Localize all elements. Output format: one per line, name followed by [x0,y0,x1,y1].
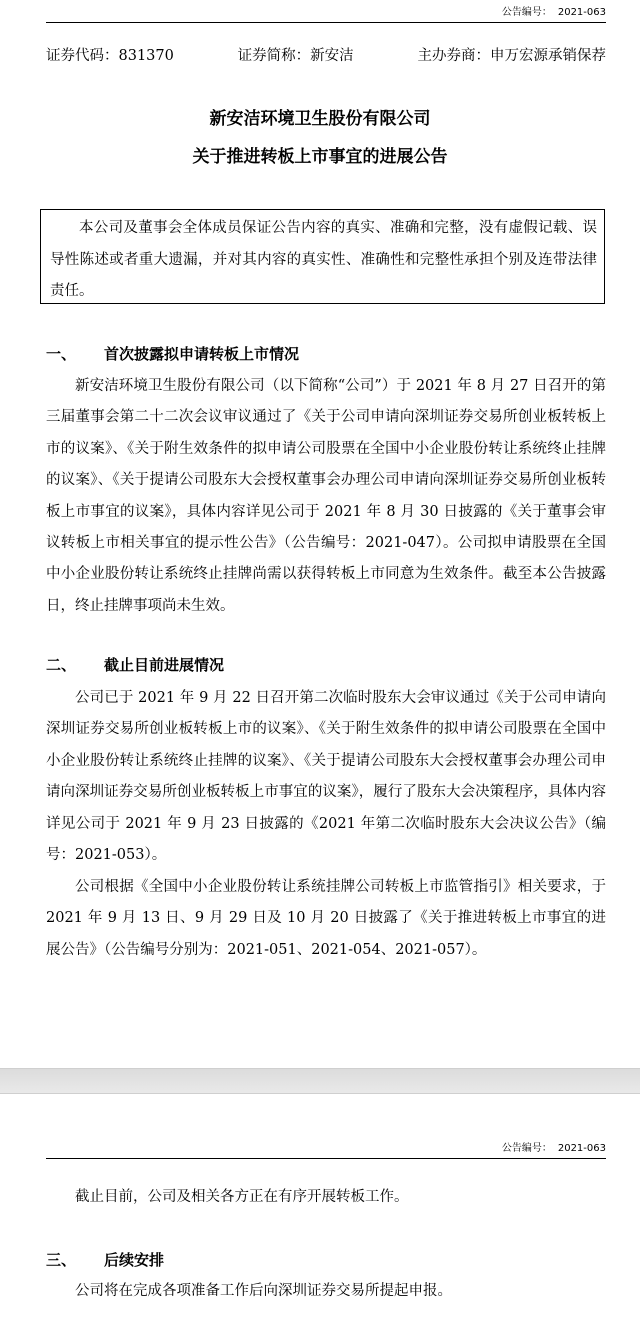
paragraph: 截止目前，公司及相关各方正在有序开展转板工作。 [75,1189,409,1205]
paragraph: 公司已于 2021 年 9 月 22 日召开第二次临时股东大会审议通过《关于公司申请向深圳证券交易所创业板转板上市的议案》、《关于附生效条件的拟申请公司股票在全国中小企业股份转让系统终止挂牌的议案》、《关于提请公司股东大会授权董事会办理公司申请向深圳证券交易所创业板转板上市事宜的议案》，履行了股东大会决策程序，具体内容详见公司于 2021 年 9 月 23 日披露的《2021 年第二次临时股东大会决议公告》（编号：2021-053）。 [46,690,606,864]
page-header [46,6,606,23]
section-number: 一、 [46,345,77,363]
section-number: 二、 [46,656,77,674]
company-title: 新安洁环境卫生股份有限公司 [209,109,431,129]
section-title: 截止目前进展情况 [104,656,225,674]
page-header [46,1142,606,1159]
announcement-number: 2021-063 [557,1143,606,1154]
section-title: 首次披露拟申请转板上市情况 [104,345,300,363]
section-heading-1 [46,344,299,364]
paragraph: 公司将在完成各项准备工作后向深圳证券交易所提起申报。 [75,1283,452,1299]
stock-short-name: 证券简称：新安洁 [237,48,354,64]
stock-info-line [46,46,606,66]
section-number: 三、 [46,1251,77,1269]
announcement-number-label: 公告编号： [501,1143,552,1154]
paragraph: 公司根据《全国中小企业股份转让系统挂牌公司转板上市监管指引》相关要求，于 2021 年 9 月 13 日、9 月 29 日及 10 月 20 日披露了《关于推进转板上市事宜的进展公告》（公告编号分别为：2021-051、2021-054、2021-057）。 [46,879,606,958]
stock-code: 证券代码：831370 [46,48,174,64]
announcement-title: 关于推进转板上市事宜的进展公告 [192,147,448,167]
page-break [0,1068,640,1094]
announcement-number: 2021-063 [557,7,606,18]
declaration-box: 本公司及董事会全体成员保证公告内容的真实、准确和完整，没有虚假记载、误导性陈述或者重大遗漏，并对其内容的真实性、准确性和完整性承担个别及连带法律责任。 [40,209,605,304]
section-title: 后续安排 [104,1251,165,1269]
paragraph: 新安洁环境卫生股份有限公司（以下简称“公司”）于 2021 年 8 月 27 日召开的第三届董事会第二十二次会议审议通过了《关于公司申请向深圳证券交易所创业板转板上市的议案》、《关于附生效条件的拟申请公司股票在全国中小企业股份转让系统终止挂牌的议案》、《关于提请公司股东大会授权董事会办理公司申请向深圳证券交易所创业板转板上市事宜的议案》，具体内容详见公司于 2021 年 8 月 30 日披露的《关于董事会审议转板上市相关事宜的提示性公告》（公告编号：2021-047）。公司拟申请股票在全国中小企业股份转让系统终止挂牌尚需以获得转板上市同意为生效条件。截至本公告披露日，终止挂牌事项尚未生效。 [46,378,606,614]
announcement-number-label: 公告编号： [501,7,552,18]
section-heading-2 [46,655,224,675]
sponsor-broker: 主办券商：申万宏源承销保荐 [417,48,606,64]
section-heading-3 [46,1250,164,1270]
